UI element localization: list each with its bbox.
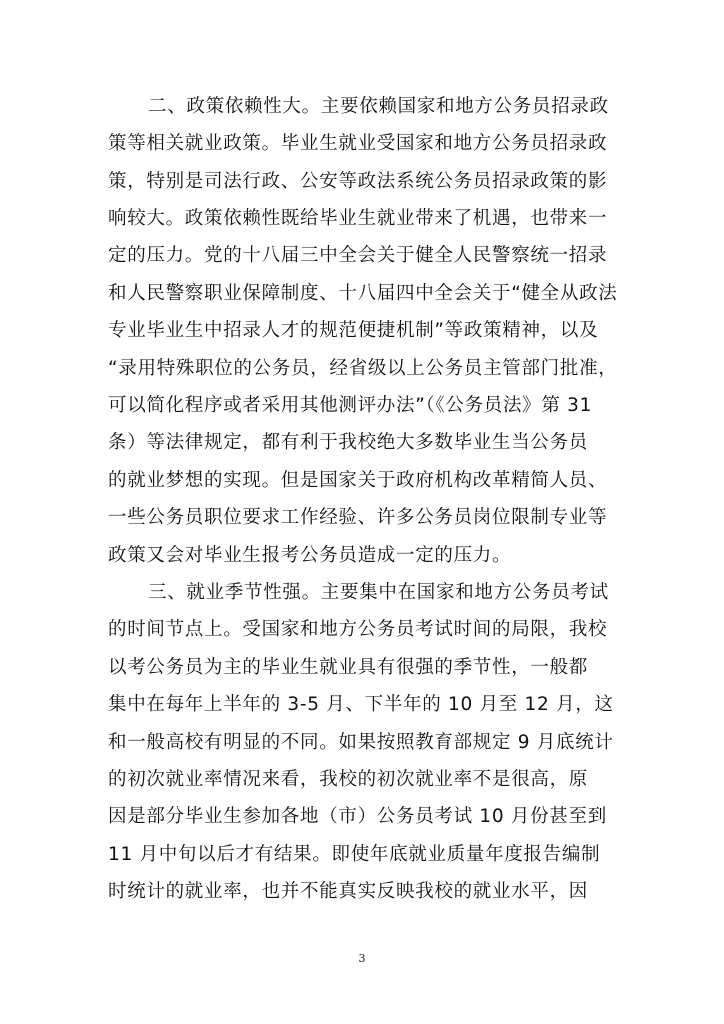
text-line: 策，特别是司法行政、公安等政法系统公务员招录政策的影 (108, 171, 608, 192)
text-line: 的初次就业率情况来看，我校的初次就业率不是很高，原 (108, 769, 589, 790)
text-line: 以考公务员为主的毕业生就业具有很强的季节性，一般都 (108, 657, 589, 678)
text-line: 11 月中旬以后才有结果。即使年底就业质量年度报告编制 (108, 844, 601, 865)
text-line: 的就业梦想的实现。但是国家关于政府机构改革精简人员、 (108, 470, 608, 491)
text-line: 和一般高校有明显的不同。如果按照教育部规定 9 月底统计 (108, 732, 614, 753)
page-number: 3 (358, 952, 366, 965)
text-line: 条）等法律规定，都有利于我校绝大多数毕业生当公务员 (108, 432, 589, 453)
text-line: 的时间节点上。受国家和地方公务员考试时间的局限，我校 (108, 619, 608, 640)
text-line: 策等相关就业政策。毕业生就业受国家和地方公务员招录政 (108, 133, 608, 154)
text-line: 和人民警察职业保障制度、十八届四中全会关于“健全从政法 (108, 283, 618, 304)
text-line: 时统计的就业率，也并不能真实反映我校的就业水平，因 (108, 881, 589, 902)
text-line: 一些公务员职位要求工作经验、许多公务员岗位限制专业等 (108, 507, 608, 528)
text-line: 三、就业季节性强。主要集中在国家和地方公务员考试 (148, 582, 609, 603)
text-line: 政策又会对毕业生报考公务员造成一定的压力。 (108, 545, 512, 566)
text-line: 因是部分毕业生参加各地（市）公务员考试 10 月份甚至到 (108, 806, 607, 827)
text-line: 二、政策依赖性大。主要依赖国家和地方公务员招录政 (148, 96, 609, 117)
text-line: 专业毕业生中招录人才的规范便捷机制”等政策精神，以及 (108, 320, 599, 341)
text-line: “录用特殊职位的公务员，经省级以上公务员主管部门批准， (108, 358, 618, 379)
text-line: 可以简化程序或者采用其他测评办法”（《公务员法》第 31 (108, 395, 593, 416)
text-line: 定的压力。党的十八届三中全会关于健全人民警察统一招录 (108, 245, 608, 266)
text-line: 集中在每年上半年的 3-5 月、下半年的 10 月至 12 月，这 (108, 694, 614, 715)
text-line: 响较大。政策依赖性既给毕业生就业带来了机遇，也带来一 (108, 208, 608, 229)
